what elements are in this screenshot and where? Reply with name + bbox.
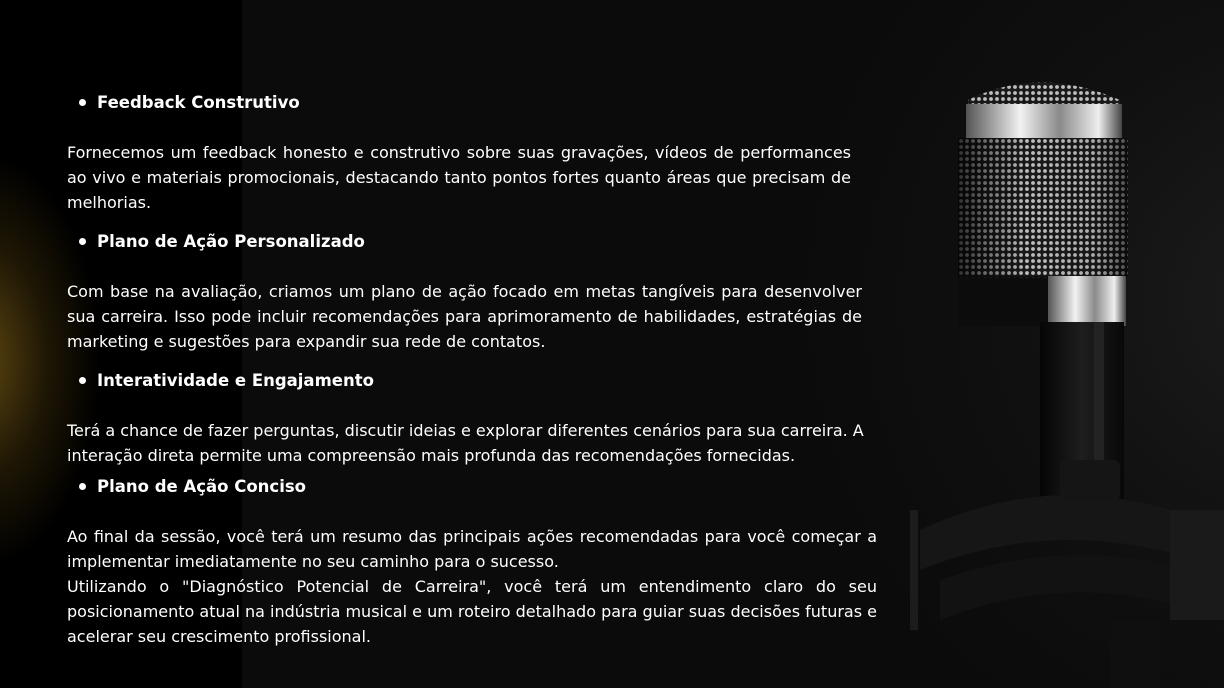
bullet-item <box>79 88 879 116</box>
bullet-item <box>79 227 879 255</box>
section-paragraph: Terá a chance de fazer perguntas, discutir ideias e explorar diferentes cenários para sua carreira. A interação direta permite uma compreensão mais profunda das recomendações fornecidas. <box>67 421 864 465</box>
content-column <box>67 88 879 649</box>
bullet-icon <box>79 99 86 106</box>
section-heading: Feedback Construtivo <box>97 92 300 112</box>
bullet-item <box>79 472 879 500</box>
section-heading: Plano de Ação Conciso <box>97 476 307 496</box>
section-paragraph: Com base na avaliação, criamos um plano de ação focado em metas tangíveis para desenvolver sua carreira. Isso pode incluir recomendações para aprimoramento de habilidades, estratégias de marketing e sugestões para expandir sua rede de contatos. <box>67 282 862 351</box>
bullet-item <box>79 366 879 394</box>
microphone-icon <box>880 60 1224 688</box>
section-paragraph: Ao final da sessão, você terá um resumo das principais ações recomendadas para você começar a implementar imediatamente no seu caminho para o sucesso. <box>67 527 877 571</box>
bullet-icon <box>79 377 86 384</box>
section-heading: Plano de Ação Personalizado <box>97 231 365 251</box>
bullet-icon <box>79 483 86 490</box>
section-paragraph: Fornecemos um feedback honesto e construtivo sobre suas gravações, vídeos de performances ao vivo e materiais promocionais, destacando tanto pontos fortes quanto áreas que precisam de melhorias. <box>67 143 851 212</box>
bullet-icon <box>79 238 86 245</box>
section-heading: Interatividade e Engajamento <box>97 370 374 390</box>
closing-paragraph: Utilizando o "Diagnóstico Potencial de Carreira", você terá um entendimento claro do seu posicionamento atual na indústria musical e um roteiro detalhado para guiar suas decisões futuras e acelerar seu crescimento profissional. <box>67 577 877 646</box>
